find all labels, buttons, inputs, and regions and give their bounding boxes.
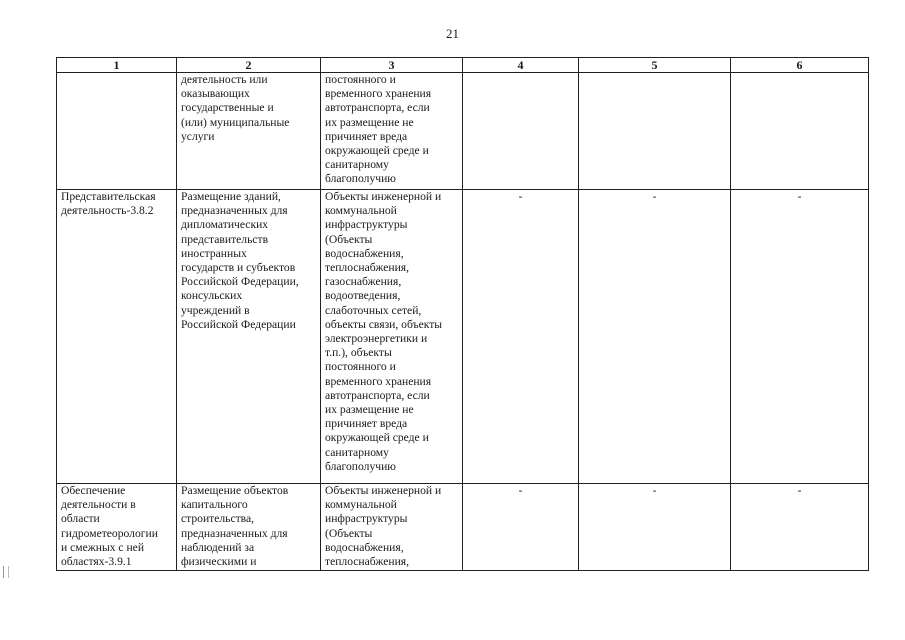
description-cell: Размещение объектов капитального строительства, предназначенных для наблюдений за физическими и — [177, 484, 321, 571]
parameter-cell-5: - — [579, 484, 731, 571]
column-header-1: 1 — [57, 58, 177, 73]
table-row — [57, 73, 869, 190]
description-cell: деятельность или оказывающих государственные и (или) муниципальные услуги — [177, 73, 321, 190]
auxiliary-use-cell: Объекты инженерной и коммунальной инфраструктуры (Объекты водоснабжения, теплоснабжения, газоснабжения, водоотведения, слаботочных сетей, объекты связи, объекты электроэнергетики и т.п.), объекты постоянного и временного хранения автотранспорта, если их размещение не причиняет вреда окружающей среде и санитарному благополучию — [321, 190, 463, 484]
parameter-cell-4: - — [463, 190, 579, 484]
parameter-cell-6: - — [731, 484, 869, 571]
column-header-5: 5 — [579, 58, 731, 73]
column-header-3: 3 — [321, 58, 463, 73]
auxiliary-use-cell: Объекты инженерной и коммунальной инфраструктуры (Объекты водоснабжения, теплоснабжения, — [321, 484, 463, 571]
parameter-cell-4 — [463, 73, 579, 190]
parameter-cell-6 — [731, 73, 869, 190]
table-row — [57, 190, 869, 484]
auxiliary-use-cell: постоянного и временного хранения автотранспорта, если их размещение не причиняет вреда окружающей среде и санитарному благополучию — [321, 73, 463, 190]
column-header-6: 6 — [731, 58, 869, 73]
page-number: 21 — [446, 26, 459, 41]
parameter-cell-4: - — [463, 484, 579, 571]
use-type-cell: Представительская деятельность-3.8.2 — [57, 190, 177, 484]
description-cell: Размещение зданий, предназначенных для дипломатических представительств иностранных государств и субъектов Российской Федерации, консульских учреждений в Российской Федерации — [177, 190, 321, 484]
column-header-4: 4 — [463, 58, 579, 73]
scan-margin-mark — [3, 566, 9, 578]
land-use-table — [56, 57, 869, 571]
column-header-2: 2 — [177, 58, 321, 73]
parameter-cell-5 — [579, 73, 731, 190]
parameter-cell-5: - — [579, 190, 731, 484]
table-row — [57, 484, 869, 571]
parameter-cell-6: - — [731, 190, 869, 484]
use-type-cell: Обеспечение деятельности в области гидрометеорологии и смежных с ней областях-3.9.1 — [57, 484, 177, 571]
table-header-row — [57, 58, 869, 73]
use-type-cell — [57, 73, 177, 190]
